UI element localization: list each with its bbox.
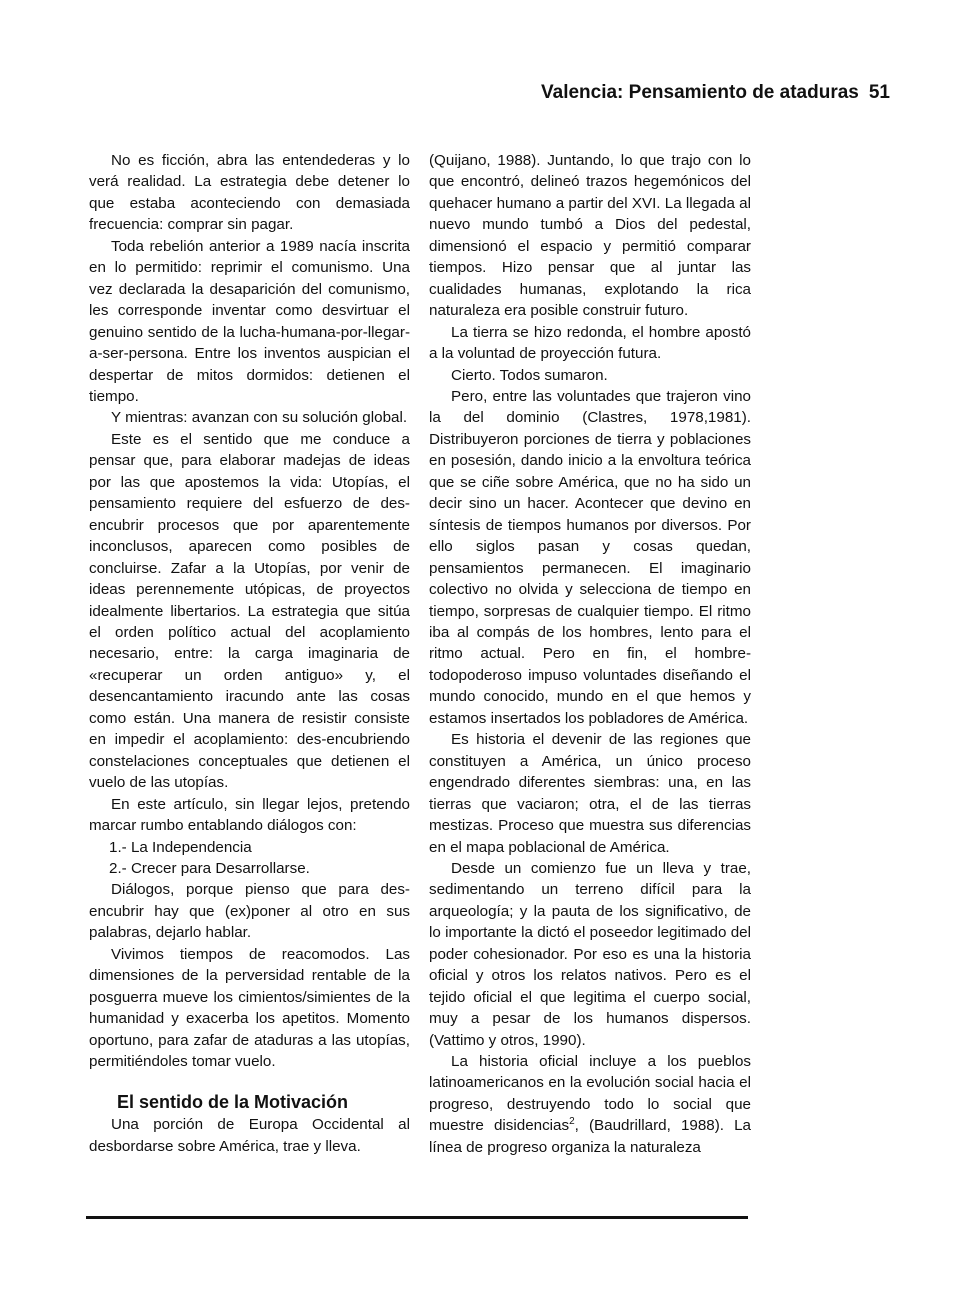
text-run: La historia oficial incluye a los pueblos latinoamericanos en la evolución social hacia el progreso, destruyendo todo lo social que muestre disidencias xyxy=(429,1053,751,1135)
paragraph: En este artículo, sin llegar lejos, pretendo marcar rumbo entablando diálogos con: xyxy=(89,795,410,835)
paragraph: Vivimos tiempos de reacomodos. Las dimensiones de la perversidad rentable de la posguerra mueve los cimientos/simientes de la humanidad y exacerba los apetitos. Momento oportuno, para zafar de ataduras a las utopías, permitiéndoles tomar vuelo. xyxy=(89,945,410,1071)
paragraph: (Quijano, 1988). Juntando, lo que trajo con lo que encontró, delineó trazos hegemónicos del quehacer humano a partir del XVI. La llegada al nuevo mundo tumbó a Dios del pedestal, dimensionó el espacio y permitió comparar tiempos. Hizo pensar que al juntar las cualidades humanas, explotando la rica naturaleza era posible construir futuro. xyxy=(429,152,751,320)
page-number: 51 xyxy=(868,82,890,103)
paragraph: No es ficción, abra las entendederas y lo verá realidad. La estrategia debe detener lo que estaba aconteciendo con demasiada frecuencia: comprar sin pagar. xyxy=(89,152,410,234)
text-run: , (Baudrillard, 1988). La línea de progreso organiza la naturaleza xyxy=(429,1117,751,1156)
paragraph: La tierra se hizo redonda, el hombre apostó a la voluntad de proyección futura. xyxy=(429,323,751,363)
bottom-rule xyxy=(86,1216,748,1219)
footnote-marker: 2 xyxy=(569,1116,575,1128)
paragraph: Pero, entre las voluntades que trajeron vino la del dominio (Clastres, 1978,1981). Distribuyeron porciones de tierra y poblaciones en posesión, dando inicio a la envoltura teórica que se ciñe sobre América, que no ha sido un decir sino un hacer. Acontecer que devino en síntesis de tiempos humanos por diversos. Por ello siglos pasan y cosas quedan, pensamientos permanecen. El imaginario colectivo no olvida y selecciona de tiempo en tiempo, sorpresas de cualquier tiempo. El ritmo iba al compás de los hombres, lento para el ritmo actual. Pero en fin, el hombre-todopoderoso impuso voluntades diseñando el mundo conocido, mundo en el que hemos y estamos insertados los pobladores de América. xyxy=(429,387,751,727)
paragraph: Toda rebelión anterior a 1989 nacía inscrita en lo permitido: reprimir el comunismo. Una vez declarada la desaparición del comunismo, les corresponde inventar como desvirtuar el genuino sentido de la lucha-humana-por-llegar-a-ser-persona. Entre los inventos auspician el despertar de mitos dormidos: detienen el tiempo. xyxy=(89,237,410,405)
list-item: 2.- Crecer para Desarrollarse. xyxy=(109,859,310,877)
paragraph: Cierto. Todos sumaron. xyxy=(451,366,608,384)
paragraph: Desde un comienzo fue un lleva y trae, sedimentando un terreno difícil para la arqueología; y la pauta de los significativo, de lo importante la dictó el poseedor legitimado del poder cohesionador. Por eso es una la historia oficial y otros los relatos nativos. Pero es el tejido oficial el que legitima el cuerpo social, muy a pesar de los humanos dispersos. (Vattimo y otros, 1990). xyxy=(429,859,751,1049)
list-item: 1.- La Independencia xyxy=(109,838,252,856)
paragraph: Este es el sentido que me conduce a pensar que, para elaborar madejas de ideas por las que apostemos la vida: Utopías, el pensamiento requiere del esfuerzo de des-encubrir procesos que por aparentemente inconclusos, aparecen como posibles de concluirse. Zafar a la Utopías, por venir de ideas perennemente utópicas, de proyectos idealmente libertarios. La estrategia que sitúa el orden político actual del acoplamiento necesario, entre: la carga imaginaria de «recuperar un orden antiguo» y, el desencantamiento iracundo ante las cosas como están. Una manera de resistir consiste en impedir el acoplamiento: des-encubriendo constelaciones conceptuales que detienen el vuelo de las utopías. xyxy=(89,430,410,792)
paragraph: Es historia el devenir de las regiones que constituyen a América, un único proceso engendrado diferentes siembras: una, en las tierras que vaciaron; otra, el de las tierras mestizas. Proceso que muestra sus diferencias en el mapa poblacional de América. xyxy=(429,731,751,856)
section-heading: El sentido de la Motivación xyxy=(117,1092,349,1113)
left-column xyxy=(89,150,410,1157)
paragraph: Diálogos, porque pienso que para des-encubrir hay que (ex)poner al otro en sus palabras, dejarlo hablar. xyxy=(89,881,410,942)
paragraph: Una porción de Europa Occidental al desbordarse sobre América, trae y lleva. xyxy=(89,1116,410,1155)
paragraph: Y mientras: avanzan con su solución global. xyxy=(111,409,408,427)
right-column xyxy=(429,150,751,1158)
running-title: Valencia: Pensamiento de ataduras xyxy=(541,82,859,103)
paragraph-last xyxy=(429,1051,751,1158)
running-head xyxy=(430,82,890,112)
